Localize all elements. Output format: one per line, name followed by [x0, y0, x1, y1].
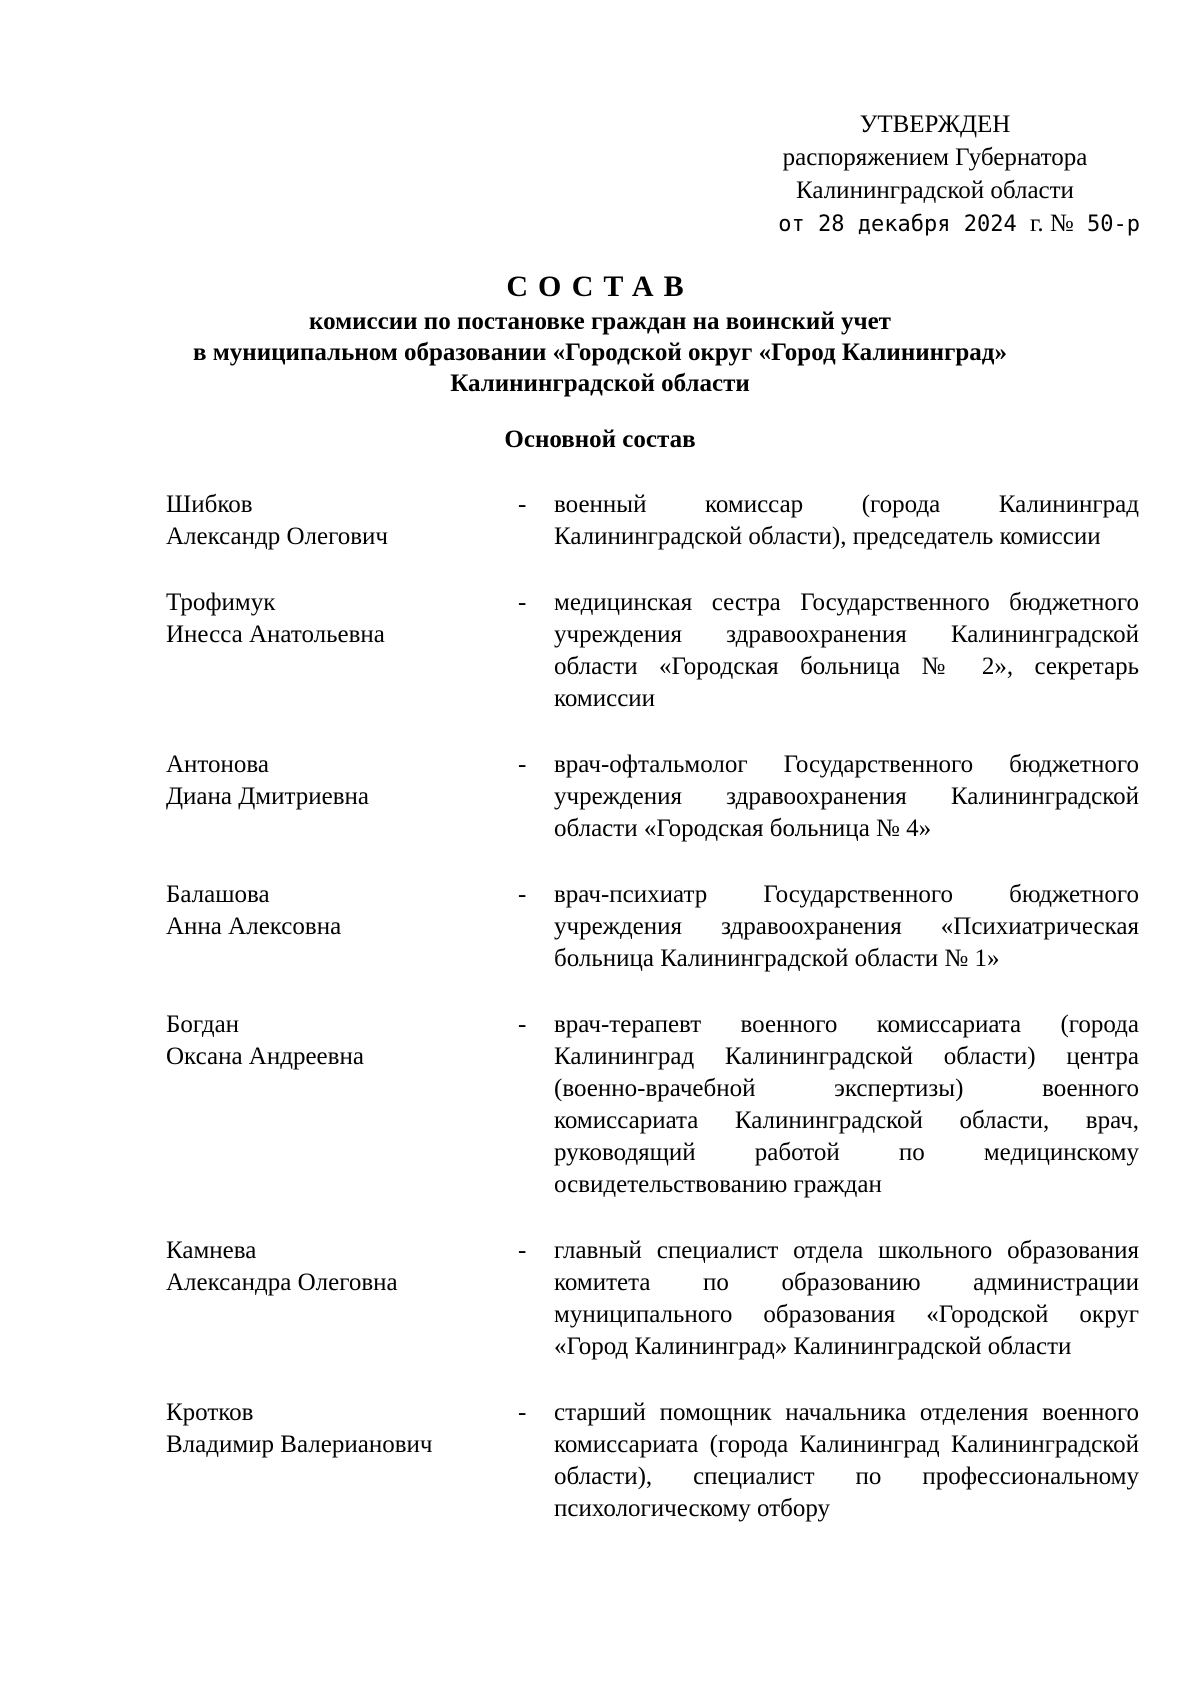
member-dash: -: [518, 881, 527, 908]
member-dash: -: [518, 589, 527, 616]
member-role: врач-психиатр Государственного бюджетного учреждения здравоохранения «Психиатрическая больница Калининградской области № 1»: [554, 881, 1139, 972]
member-given-names: Александра Олеговна: [166, 1269, 398, 1296]
title-line-1: комиссии по постановке граждан на воинский учет: [309, 308, 891, 335]
member-dash: -: [518, 1399, 527, 1426]
member-entry: [166, 1397, 1140, 1525]
members-list: [166, 489, 1140, 1559]
member-surname: Кротков: [166, 1399, 254, 1426]
member-name: [166, 879, 516, 943]
date-prefix: от: [778, 212, 805, 237]
member-role: старший помощник начальника отделения военного комиссариата (города Калининград Калининградской области), специалист по профессиональному психологическому отбору: [554, 1399, 1139, 1522]
document-title: [80, 268, 1120, 399]
member-given-names: Диана Дмитриевна: [166, 783, 369, 810]
member-entry: [166, 587, 1140, 715]
member-name: [166, 489, 516, 553]
approval-stamp: [720, 108, 1150, 241]
member-given-names: Александр Олегович: [166, 523, 389, 550]
member-name: [166, 1009, 516, 1073]
member-surname: Балашова: [166, 881, 270, 908]
member-given-names: Владимир Валерианович: [166, 1431, 433, 1458]
member-surname: Шибков: [166, 491, 253, 518]
member-dash: -: [518, 1237, 527, 1264]
section-title: Основной состав: [504, 426, 696, 453]
member-role: врач-офтальмолог Государственного бюджетного учреждения здравоохранения Калининградской области «Городская больница № 4»: [554, 751, 1139, 842]
member-role: медицинская сестра Государственного бюджетного учреждения здравоохранения Калининградской области «Городская больница № 2», секретарь комиссии: [554, 589, 1139, 712]
member-name: [166, 1235, 516, 1299]
member-name: [166, 1397, 516, 1461]
member-dash: -: [518, 751, 527, 778]
member-entry: [166, 1009, 1140, 1201]
approval-authority: распоряжением Губернатора: [782, 144, 1088, 171]
member-given-names: Оксана Андреевна: [166, 1043, 364, 1070]
member-given-names: Анна Алексовна: [166, 913, 342, 940]
member-name: [166, 587, 516, 651]
approval-region: Калининградской области: [796, 177, 1074, 204]
member-given-names: Инесса Анатольевна: [166, 621, 385, 648]
member-surname: Трофимук: [166, 589, 276, 616]
member-surname: Богдан: [166, 1011, 240, 1038]
member-entry: [166, 749, 1140, 845]
title-line-2: в муниципальном образовании «Городской округ «Город Калининград»: [193, 339, 1007, 366]
approval-date-line: [720, 207, 1150, 241]
member-entry: [166, 1235, 1140, 1363]
approval-heading: УТВЕРЖДЕН: [859, 111, 1011, 138]
member-role: главный специалист отдела школьного образования комитета по образованию администрации муниципального образования «Городской округ «Город Калининград» Калининградской области: [554, 1237, 1139, 1360]
member-entry: [166, 879, 1140, 975]
date-year-suffix: г. №: [1029, 210, 1074, 237]
member-name: [166, 749, 516, 813]
member-surname: Антонова: [166, 751, 269, 778]
member-entry: [166, 489, 1140, 553]
date-value: 28 декабря 2024: [818, 212, 1017, 237]
title-heading: СОСТАВ: [506, 270, 694, 303]
title-line-3: Калининградской области: [450, 370, 750, 397]
member-role: военный комиссар (города Калининград Калининградской области), председатель комиссии: [554, 491, 1139, 550]
member-dash: -: [518, 491, 527, 518]
member-role: врач-терапевт военного комиссариата (города Калининград Калининградской области) центра (военно-врачебной экспертизы) военного комиссариата Калининградской области, врач, руководящий работой по медицинскому освидетельствованию граждан: [554, 1011, 1139, 1198]
order-number: 50-р: [1087, 212, 1140, 237]
member-surname: Камнева: [166, 1237, 257, 1264]
member-dash: -: [518, 1011, 527, 1038]
